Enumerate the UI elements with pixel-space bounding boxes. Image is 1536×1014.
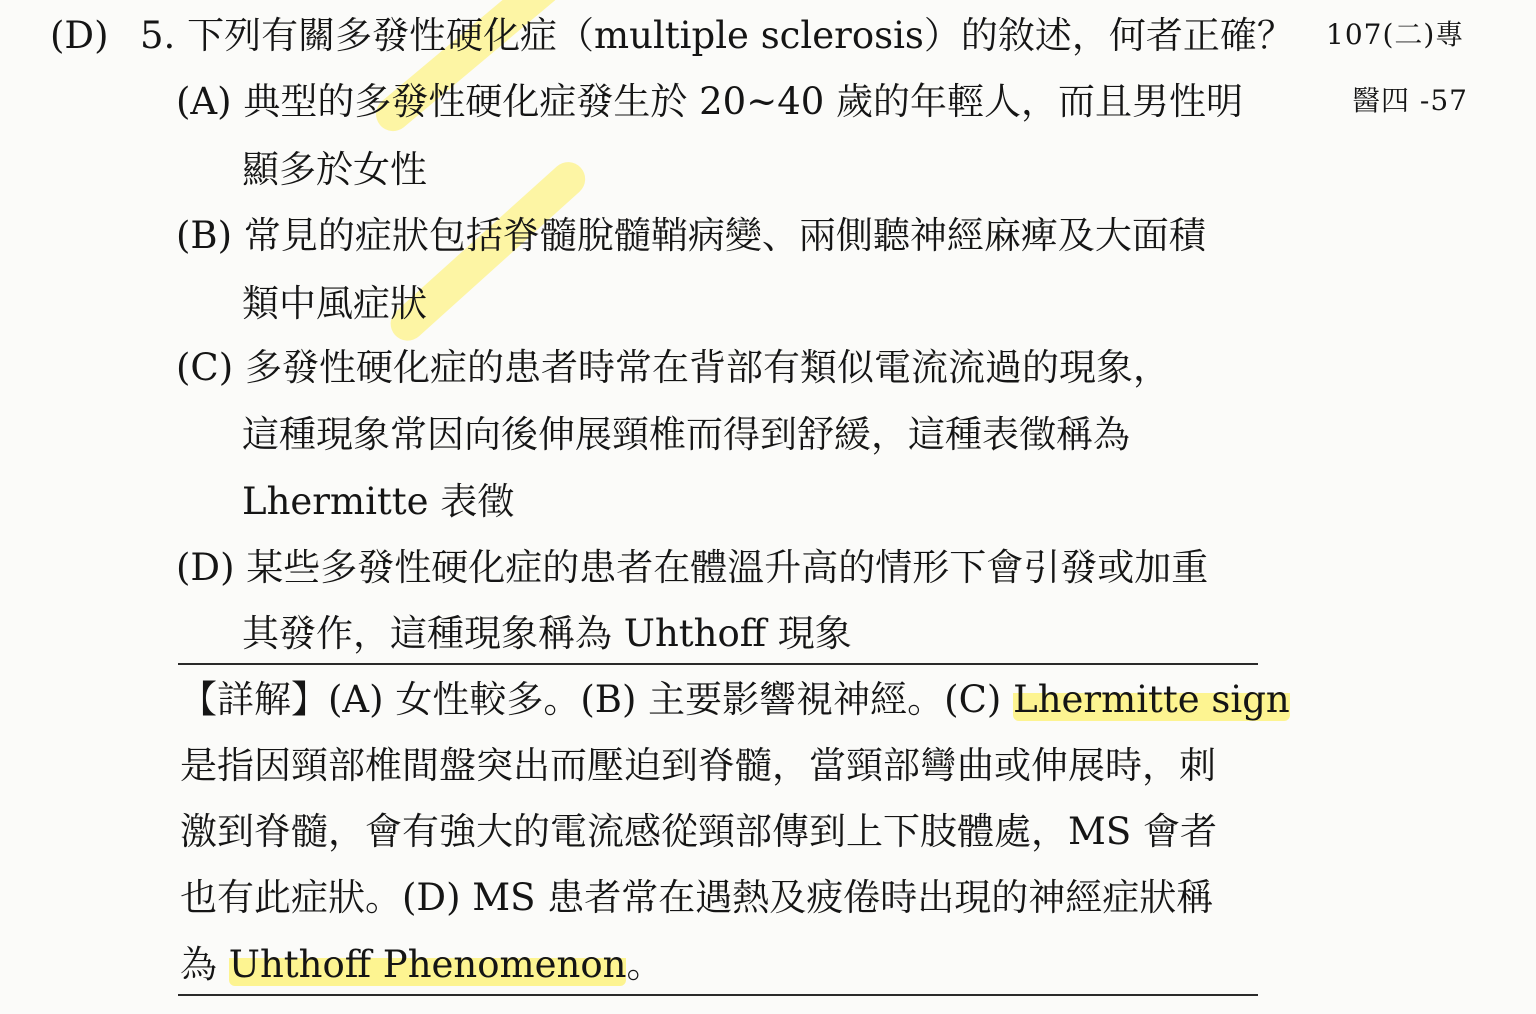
option-c-line3: Lhermitte 表徵 — [242, 480, 515, 523]
highlight-uhthoff-phenomenon: Uhthoff Phenomenon — [228, 943, 627, 986]
divider-top — [178, 663, 1258, 665]
highlight-lhermitte-sign: Lhermitte sign — [1013, 678, 1290, 721]
divider-bottom — [178, 994, 1258, 996]
option-b-line2: 類中風症狀 — [242, 282, 427, 325]
source-ref-line2: 醫四 -57 — [1352, 84, 1468, 117]
option-c-line2: 這種現象常因向後伸展頸椎而得到舒緩，這種表徵稱為 — [242, 413, 1130, 456]
explanation-line4: 也有此症狀。(D) MS 患者常在遇熱及疲倦時出現的神經症狀稱 — [180, 876, 1214, 919]
option-d-line1: (D) 某些多發性硬化症的患者在體溫升高的情形下會引發或加重 — [176, 546, 1209, 589]
explanation-line5-prefix: 為 — [180, 943, 229, 986]
explanation-line1-text: 【詳解】(A) 女性較多。(B) 主要影響視神經。(C) — [180, 678, 1014, 721]
option-d-line2: 其發作，這種現象稱為 Uhthoff 現象 — [242, 612, 852, 655]
option-a-line2: 顯多於女性 — [242, 148, 427, 191]
option-a-line1: (A) 典型的多發性硬化症發生於 20~40 歲的年輕人，而且男性明 — [176, 80, 1244, 123]
option-b-line1: (B) 常見的症狀包括脊髓脫髓鞘病變、兩側聽神經麻痺及大面積 — [176, 214, 1206, 257]
explanation-line5-suffix: 。 — [626, 943, 664, 986]
explanation-line1 — [180, 678, 1290, 722]
explanation-line3: 激到脊髓，會有強大的電流感從頸部傳到上下肢體處，MS 會者 — [180, 810, 1217, 853]
question-text: 5. 下列有關多發性硬化症（multiple sclerosis）的敘述，何者正確？ — [140, 14, 1294, 57]
answer-label: (D) — [50, 14, 109, 57]
source-ref-line1: 107(二)專 — [1326, 18, 1465, 51]
option-c-line1: (C) 多發性硬化症的患者時常在背部有類似電流流過的現象， — [176, 346, 1170, 389]
explanation-line5 — [180, 943, 663, 987]
explanation-line2: 是指因頸部椎間盤突出而壓迫到脊髓，當頸部彎曲或伸展時，刺 — [180, 744, 1216, 787]
